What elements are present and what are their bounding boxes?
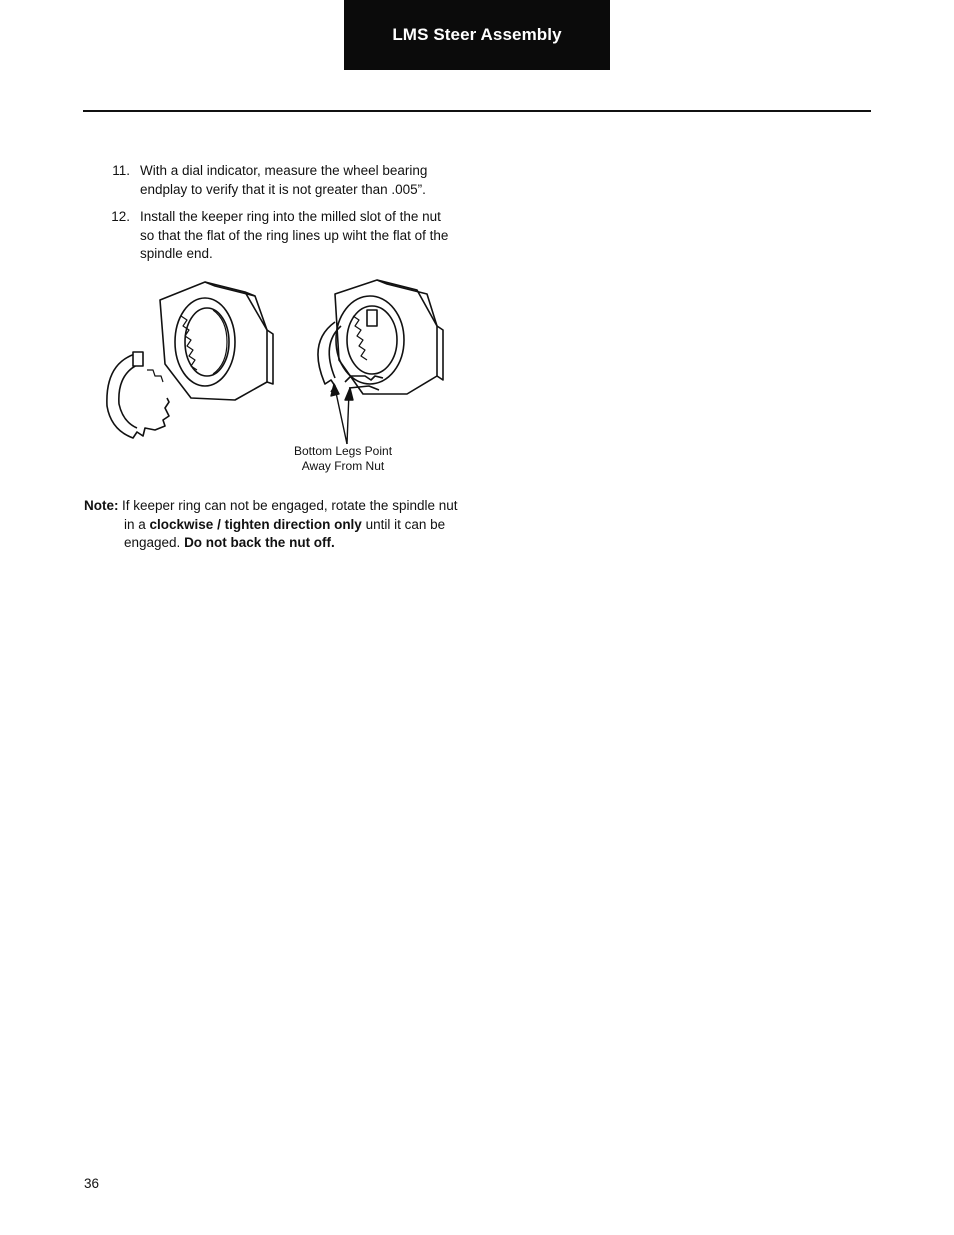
step-number: 12. (111, 209, 130, 225)
arrow-icon (331, 384, 353, 444)
spindle-nut-left (160, 282, 273, 400)
section-title: LMS Steer Assembly (392, 25, 562, 44)
step-text (140, 162, 470, 199)
note-emphasis: clockwise / tighten direction only (149, 516, 362, 532)
step-text (140, 208, 470, 264)
keeper-ring-left (107, 352, 169, 438)
procedure-steps (100, 162, 470, 273)
section-header-tab (344, 0, 610, 70)
note-block (84, 497, 466, 553)
caption-line: Away From Nut (301, 459, 385, 473)
step-12 (100, 208, 470, 264)
step-number: 11. (112, 163, 130, 178)
step-11 (100, 162, 470, 199)
page-number: 36 (84, 1176, 100, 1191)
step-line: endplay to verify that it is not greater than .005”. (140, 181, 426, 197)
nut-and-ring-drawing (95, 272, 455, 447)
step-line: With a dial indicator, measure the wheel bearing (140, 163, 428, 178)
note-label: Note: (84, 498, 119, 513)
note-line: If keeper ring can not be engaged, rotate the spindle nut (122, 498, 458, 513)
step-line: Install the keeper ring into the milled slot of the nut (140, 209, 441, 225)
note-line: engaged. Do not back the nut off. (124, 535, 335, 551)
figure-caption (258, 444, 428, 474)
header-divider (83, 110, 871, 112)
caption-line: Bottom Legs Point (293, 444, 393, 458)
step-line: so that the flat of the ring lines up wiht the flat of the (140, 227, 449, 243)
note-warning: Do not back the nut off. (184, 535, 335, 551)
keeper-ring-illustration (95, 272, 455, 482)
note-line: in a clockwise / tighten direction only until it can be (124, 516, 446, 532)
step-line: spindle end. (140, 246, 213, 262)
